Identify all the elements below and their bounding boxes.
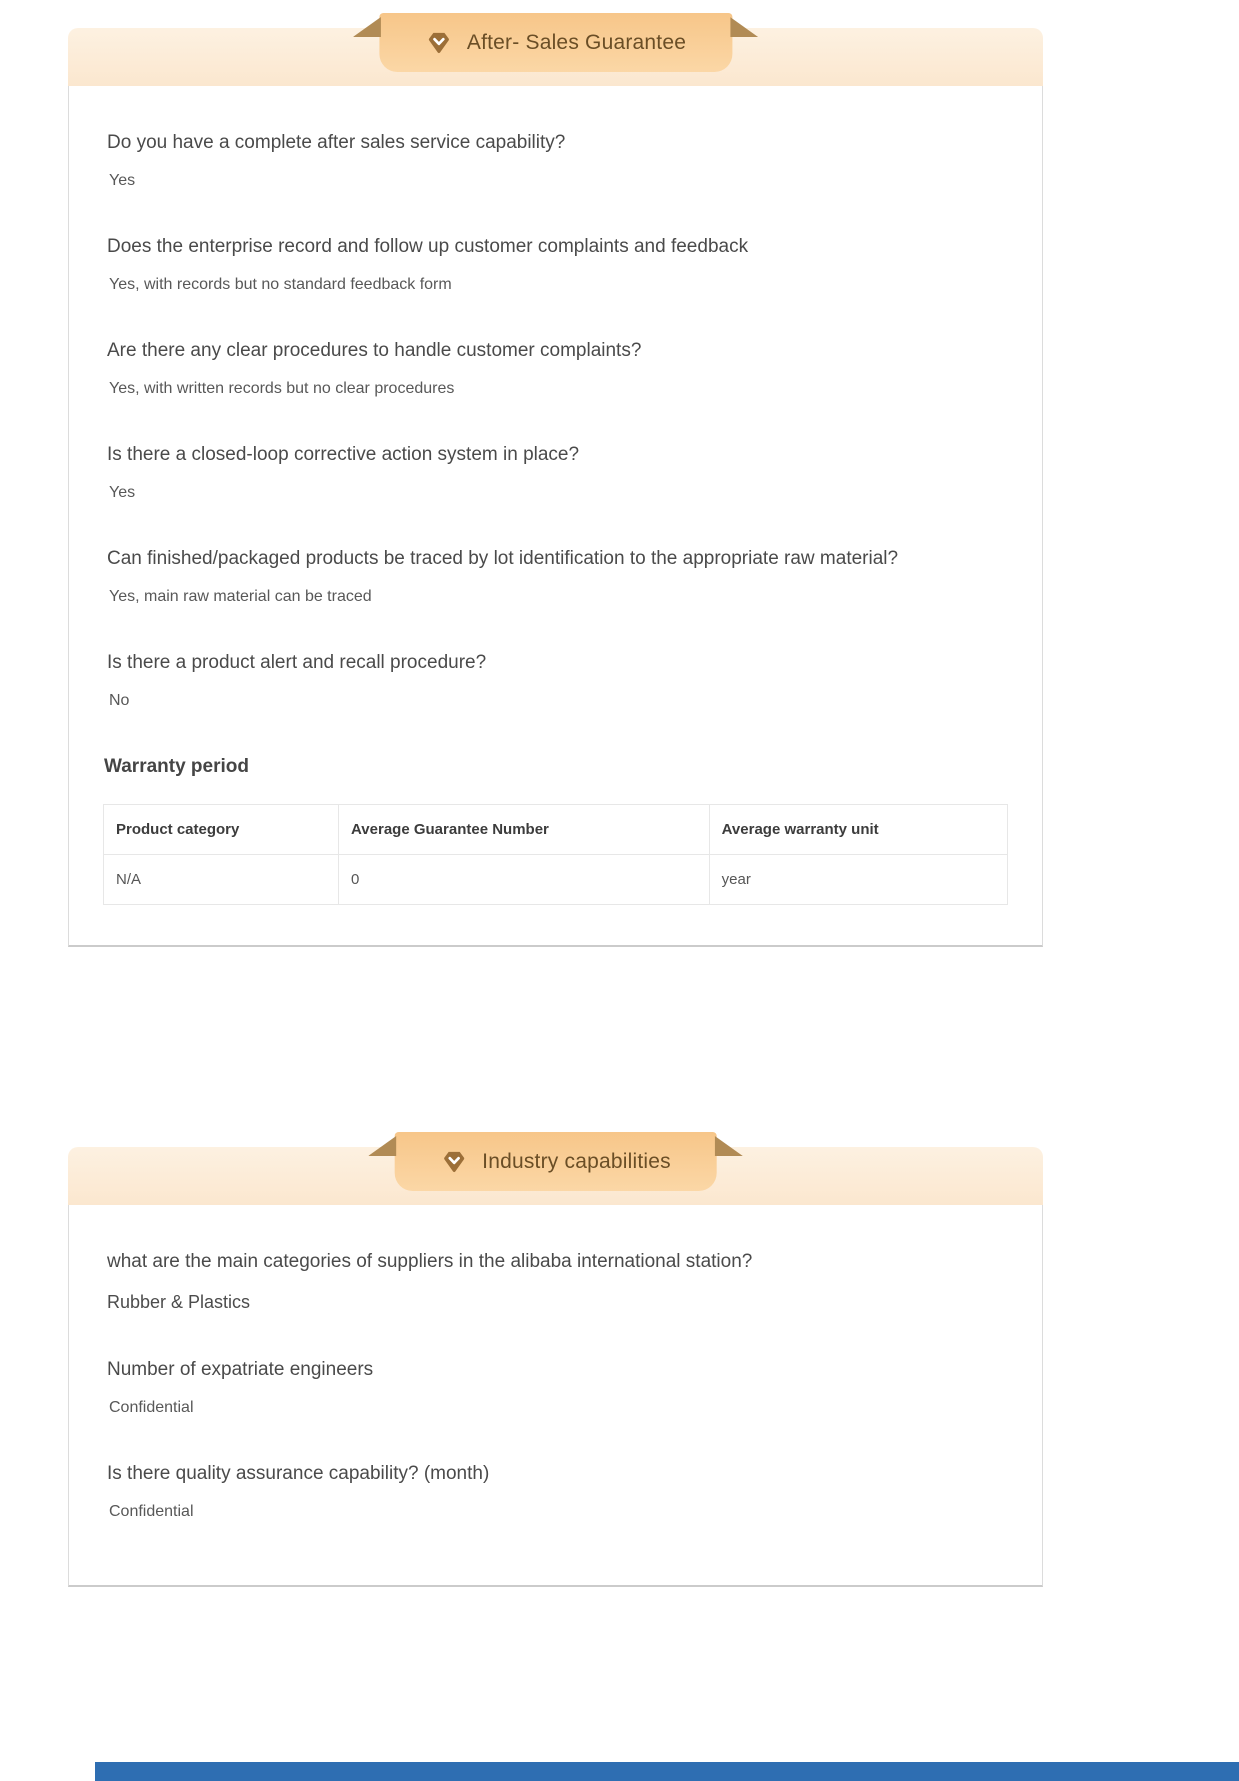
section-banner <box>68 1147 1043 1205</box>
qa-item <box>103 130 1008 192</box>
answer-text: Yes, main raw material can be traced <box>109 588 372 605</box>
qa-item <box>103 1461 1008 1523</box>
warranty-period-table <box>103 804 1008 905</box>
column-header-product-category: Product category <box>104 805 339 855</box>
section-title: After- Sales Guarantee <box>466 30 687 54</box>
question-text: Can finished/packaged products be traced by lot identification to the appropriate raw material? <box>107 548 899 569</box>
qa-item <box>103 1357 1008 1419</box>
after-sales-guarantee-section <box>68 28 1043 947</box>
question-text: Is there a closed-loop corrective action system in place? <box>107 444 580 465</box>
answer-text: Confidential <box>109 1503 194 1520</box>
question-text: Number of expatriate engineers <box>107 1359 374 1380</box>
answer-text: No <box>109 692 130 709</box>
question-text: Are there any clear procedures to handle customer complaints? <box>107 340 642 361</box>
cell-average-guarantee-number: 0 <box>339 855 710 905</box>
qa-item <box>103 650 1008 712</box>
answer-text: Rubber & Plastics <box>107 1292 251 1312</box>
ribbon-fold-right <box>715 1136 743 1156</box>
question-text: what are the main categories of suppliers in the alibaba international station? <box>107 1251 753 1272</box>
section-banner <box>68 28 1043 86</box>
section-title: Industry capabilities <box>482 1149 671 1173</box>
section-ribbon <box>394 1132 717 1191</box>
answer-text: Yes <box>109 172 136 189</box>
industry-capabilities-section <box>68 1147 1043 1587</box>
question-text: Is there quality assurance capability? (month) <box>107 1463 490 1484</box>
question-text: Do you have a complete after sales service capability? <box>107 132 566 153</box>
qa-item <box>103 1249 1008 1315</box>
table-header-row <box>104 805 1008 855</box>
gem-check-icon <box>425 29 452 56</box>
table-row <box>104 855 1008 905</box>
question-text: Does the enterprise record and follow up customer complaints and feedback <box>107 236 749 257</box>
ribbon-fold-left <box>368 1136 396 1156</box>
answer-text: Yes <box>109 484 136 501</box>
qa-item <box>103 442 1008 504</box>
cell-product-category: N/A <box>104 855 339 905</box>
qa-item <box>103 546 1008 608</box>
column-header-average-warranty-unit: Average warranty unit <box>709 805 1007 855</box>
gem-check-icon <box>440 1148 467 1175</box>
answer-text: Confidential <box>109 1399 194 1416</box>
section-ribbon <box>379 13 732 72</box>
answer-text: Yes, with written records but no clear procedures <box>109 380 455 397</box>
ribbon-fold-left <box>353 17 381 37</box>
cell-average-warranty-unit: year <box>709 855 1007 905</box>
bottom-accent-bar <box>95 1762 1239 1781</box>
section-card-body <box>68 86 1043 947</box>
qa-item <box>103 338 1008 400</box>
answer-text: Yes, with records but no standard feedback form <box>109 276 452 293</box>
column-header-average-guarantee-number: Average Guarantee Number <box>339 805 710 855</box>
section-card-body <box>68 1205 1043 1587</box>
qa-item <box>103 234 1008 296</box>
question-text: Is there a product alert and recall procedure? <box>107 652 487 673</box>
warranty-period-heading: Warranty period <box>104 756 249 777</box>
ribbon-fold-right <box>730 17 758 37</box>
